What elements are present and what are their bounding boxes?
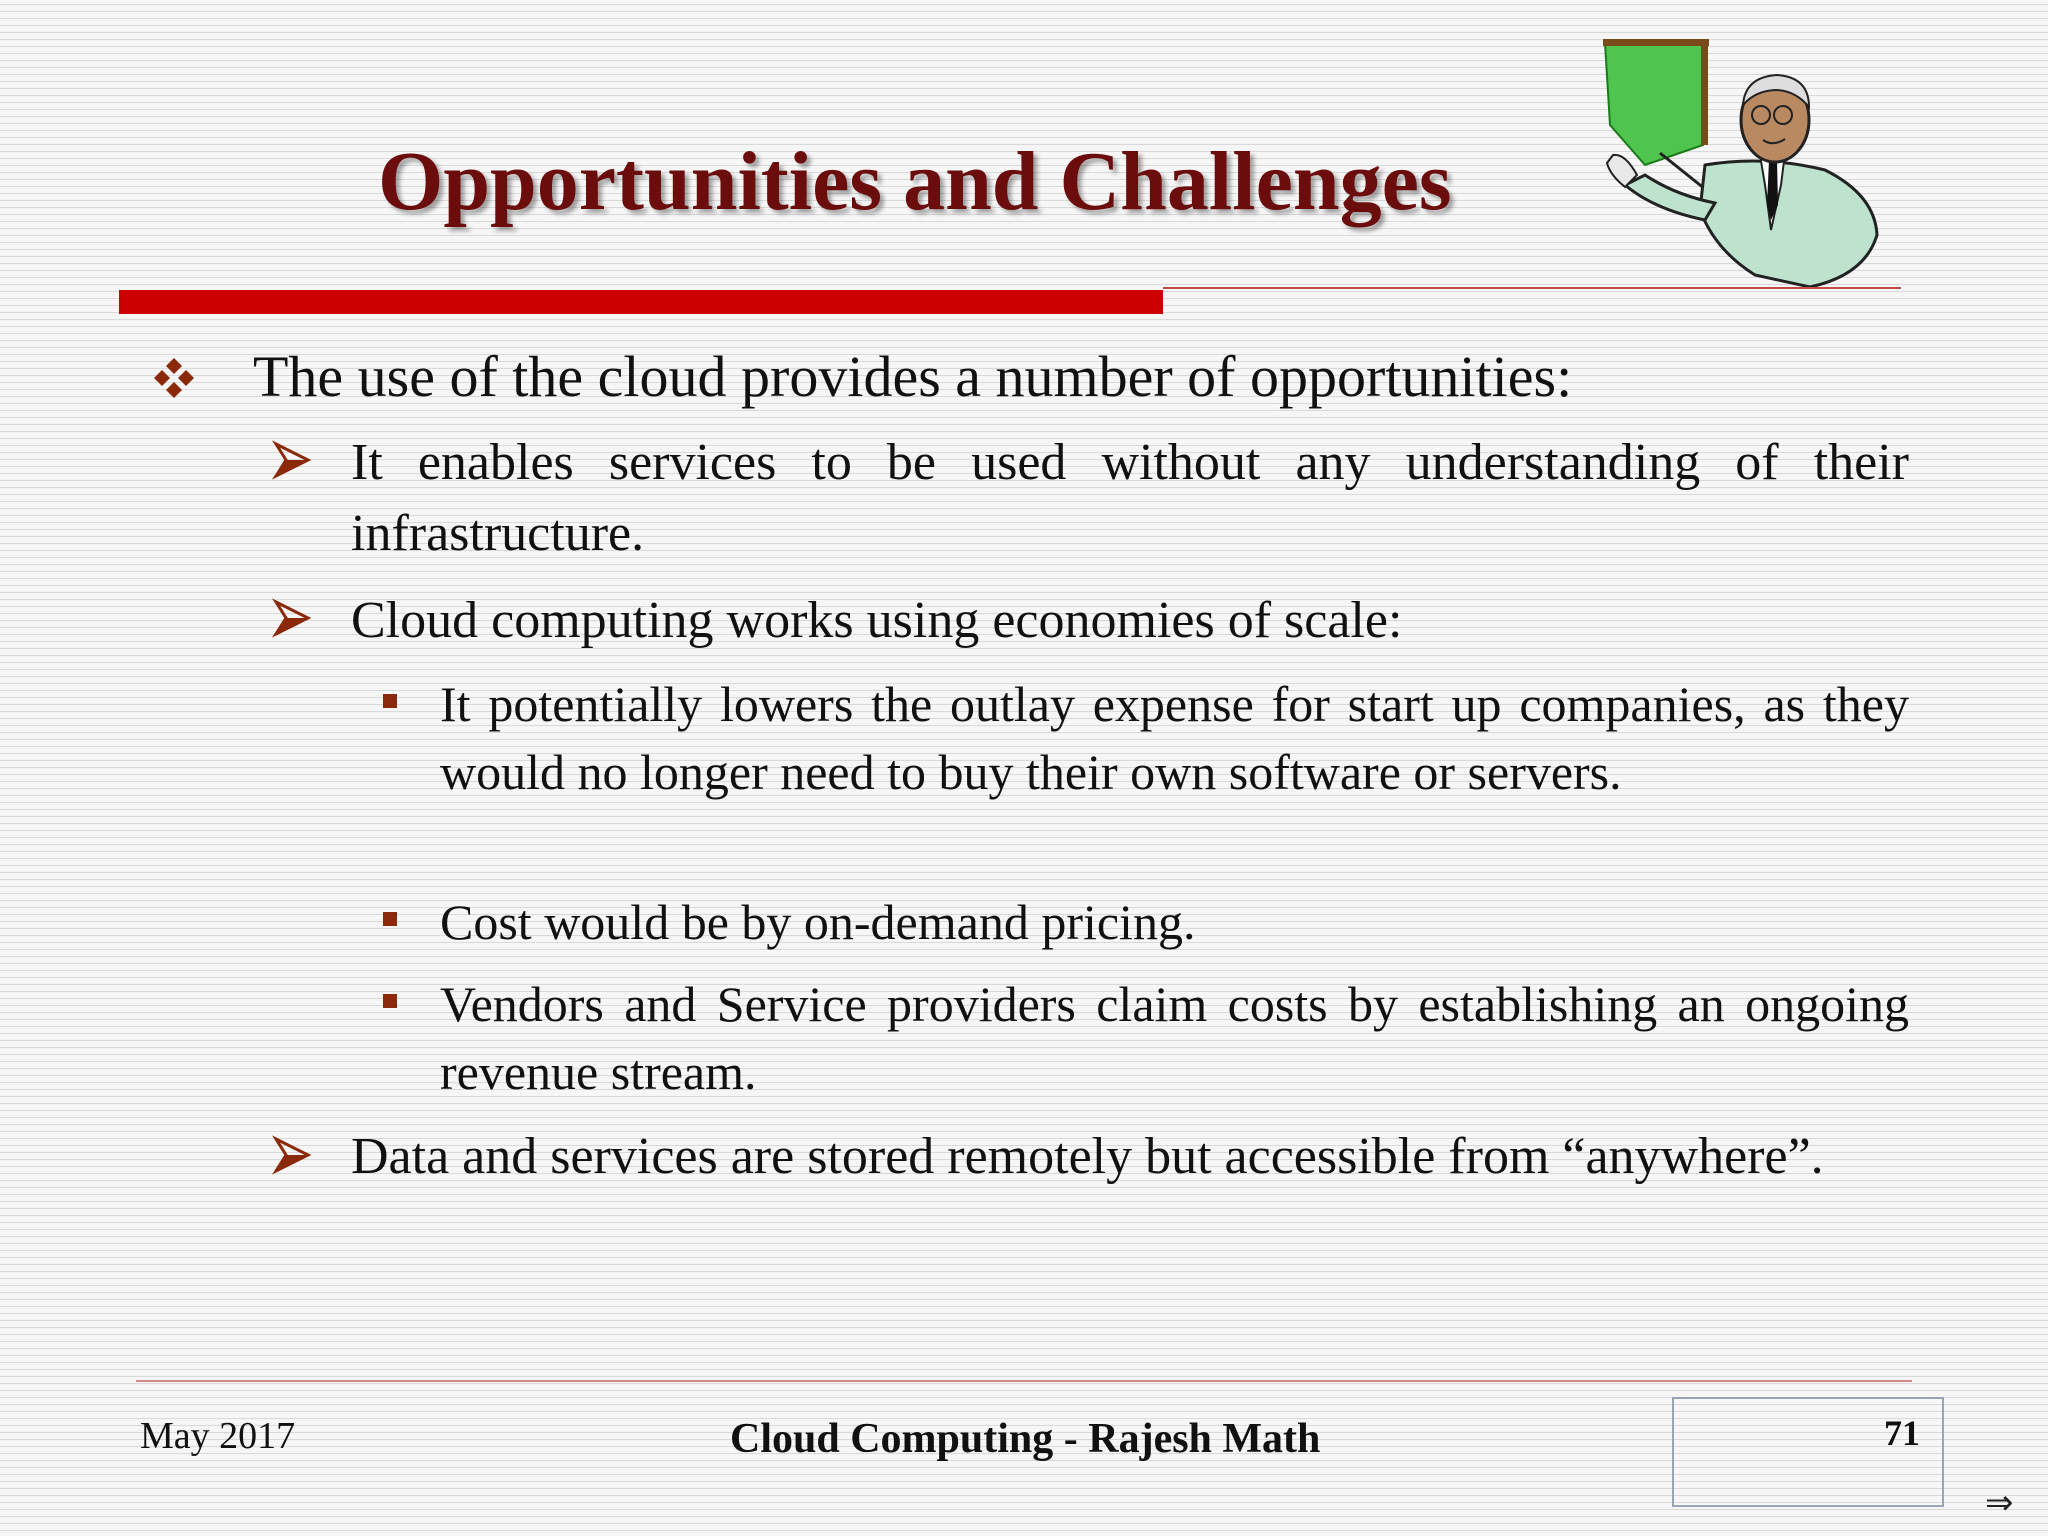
square-bullet-icon (383, 994, 397, 1008)
subpoint-text: Vendors and Service providers claim costs by establishing an ongoing revenue stream. (440, 976, 1909, 1100)
page-number-box (1672, 1397, 1944, 1507)
footer-date: May 2017 (140, 1415, 296, 1457)
slide-title: Opportunities and Challenges (378, 135, 1452, 228)
subpoint-text: It potentially lowers the outlay expense for start up companies, as they would no longer need to buy their own software or servers. (440, 676, 1909, 800)
next-slide-arrow-icon[interactable]: ⇒ (1985, 1483, 2014, 1523)
arrow-chevron-icon (272, 1135, 312, 1175)
point-text: Cloud computing works using economies of scale: (351, 592, 1403, 649)
title-accent-bar (119, 290, 1163, 314)
square-bullet-icon (383, 694, 397, 708)
subpoint-text: Cost would be by on-demand pricing. (440, 894, 1196, 950)
arrow-chevron-icon (272, 440, 312, 480)
diamond-cluster-icon (152, 356, 196, 400)
point-text: It enables services to be used without any understanding of their infrastructure. (351, 434, 1909, 562)
intro-text: The use of the cloud provides a number of opportunities: (253, 344, 1573, 409)
page-number: 71 (1884, 1413, 1920, 1453)
point-text: Data and services are stored remotely but accessible from “anywhere”. (351, 1128, 1824, 1185)
title-divider-line (1163, 287, 1901, 289)
square-bullet-icon (383, 912, 397, 926)
presenter-clipart-icon (1585, 35, 1885, 290)
footer-title: Cloud Computing - Rajesh Math (730, 1416, 1321, 1462)
footer-divider-line (136, 1380, 1912, 1382)
arrow-chevron-icon (272, 598, 312, 638)
